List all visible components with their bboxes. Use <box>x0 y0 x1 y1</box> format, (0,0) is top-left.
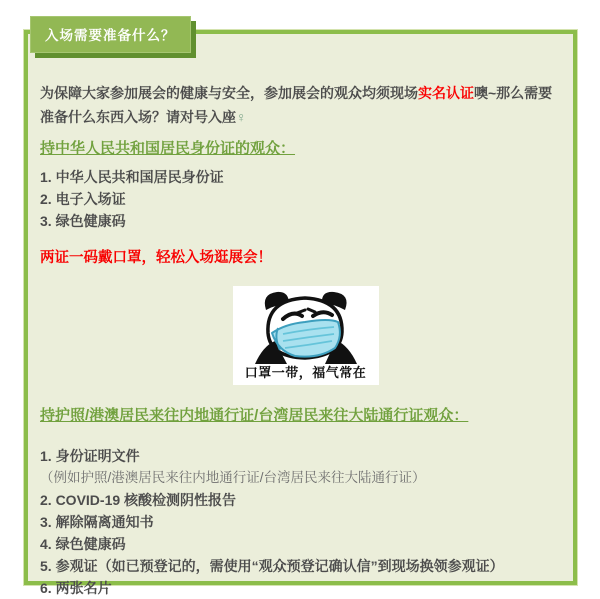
list-item: 2. 电子入场证 <box>40 191 126 207</box>
list-item: 3. 绿色健康码 <box>40 213 126 229</box>
realname-highlight: 实名认证 <box>418 85 474 101</box>
section1-heading: 持中华人民共和国居民身份证的观众： <box>40 140 296 157</box>
pointer-icon: ♀ <box>236 109 247 125</box>
section2-heading: 持护照/港澳居民来往内地通行证/台湾居民来往大陆通行证观众： <box>40 407 469 424</box>
intro-paragraph <box>40 81 559 129</box>
badge-label: 入场需要准备什么？ <box>30 16 191 53</box>
content-panel <box>24 30 577 596</box>
slogan-text: 两证一码戴口罩，轻松入场逛展会！ <box>40 250 272 266</box>
section2-list <box>40 445 559 599</box>
intro-text-after: 噢~那么需要准备什么东西入场？请对号入座 <box>40 85 553 125</box>
list-item: 6. 两张名片 <box>40 580 112 596</box>
panda-meme-image <box>233 286 379 385</box>
list-item: 2. COVID-19 核酸检测阴性报告 <box>40 492 237 508</box>
list-item: 5. 参观证（如已预登记的，需使用“观众预登记确认信”到现场换领参观证） <box>40 558 504 574</box>
panda-mask-illustration <box>233 288 379 364</box>
list-item: 1. 身份证明文件 <box>40 448 140 464</box>
list-item: 4. 绿色健康码 <box>40 536 126 552</box>
intro-text-before: 为保障大家参加展会的健康与安全，参加展会的观众均须现场 <box>40 85 418 101</box>
section-title-badge <box>30 16 191 53</box>
list-item-note: （例如护照/港澳居民来往内地通行证/台湾居民来往大陆通行证） <box>40 470 426 485</box>
meme-caption: 口罩一带，福气常在 <box>244 365 367 380</box>
list-item: 1. 中华人民共和国居民身份证 <box>40 169 224 185</box>
list-item: 3. 解除隔离通知书 <box>40 514 154 530</box>
section1-list <box>40 166 559 232</box>
